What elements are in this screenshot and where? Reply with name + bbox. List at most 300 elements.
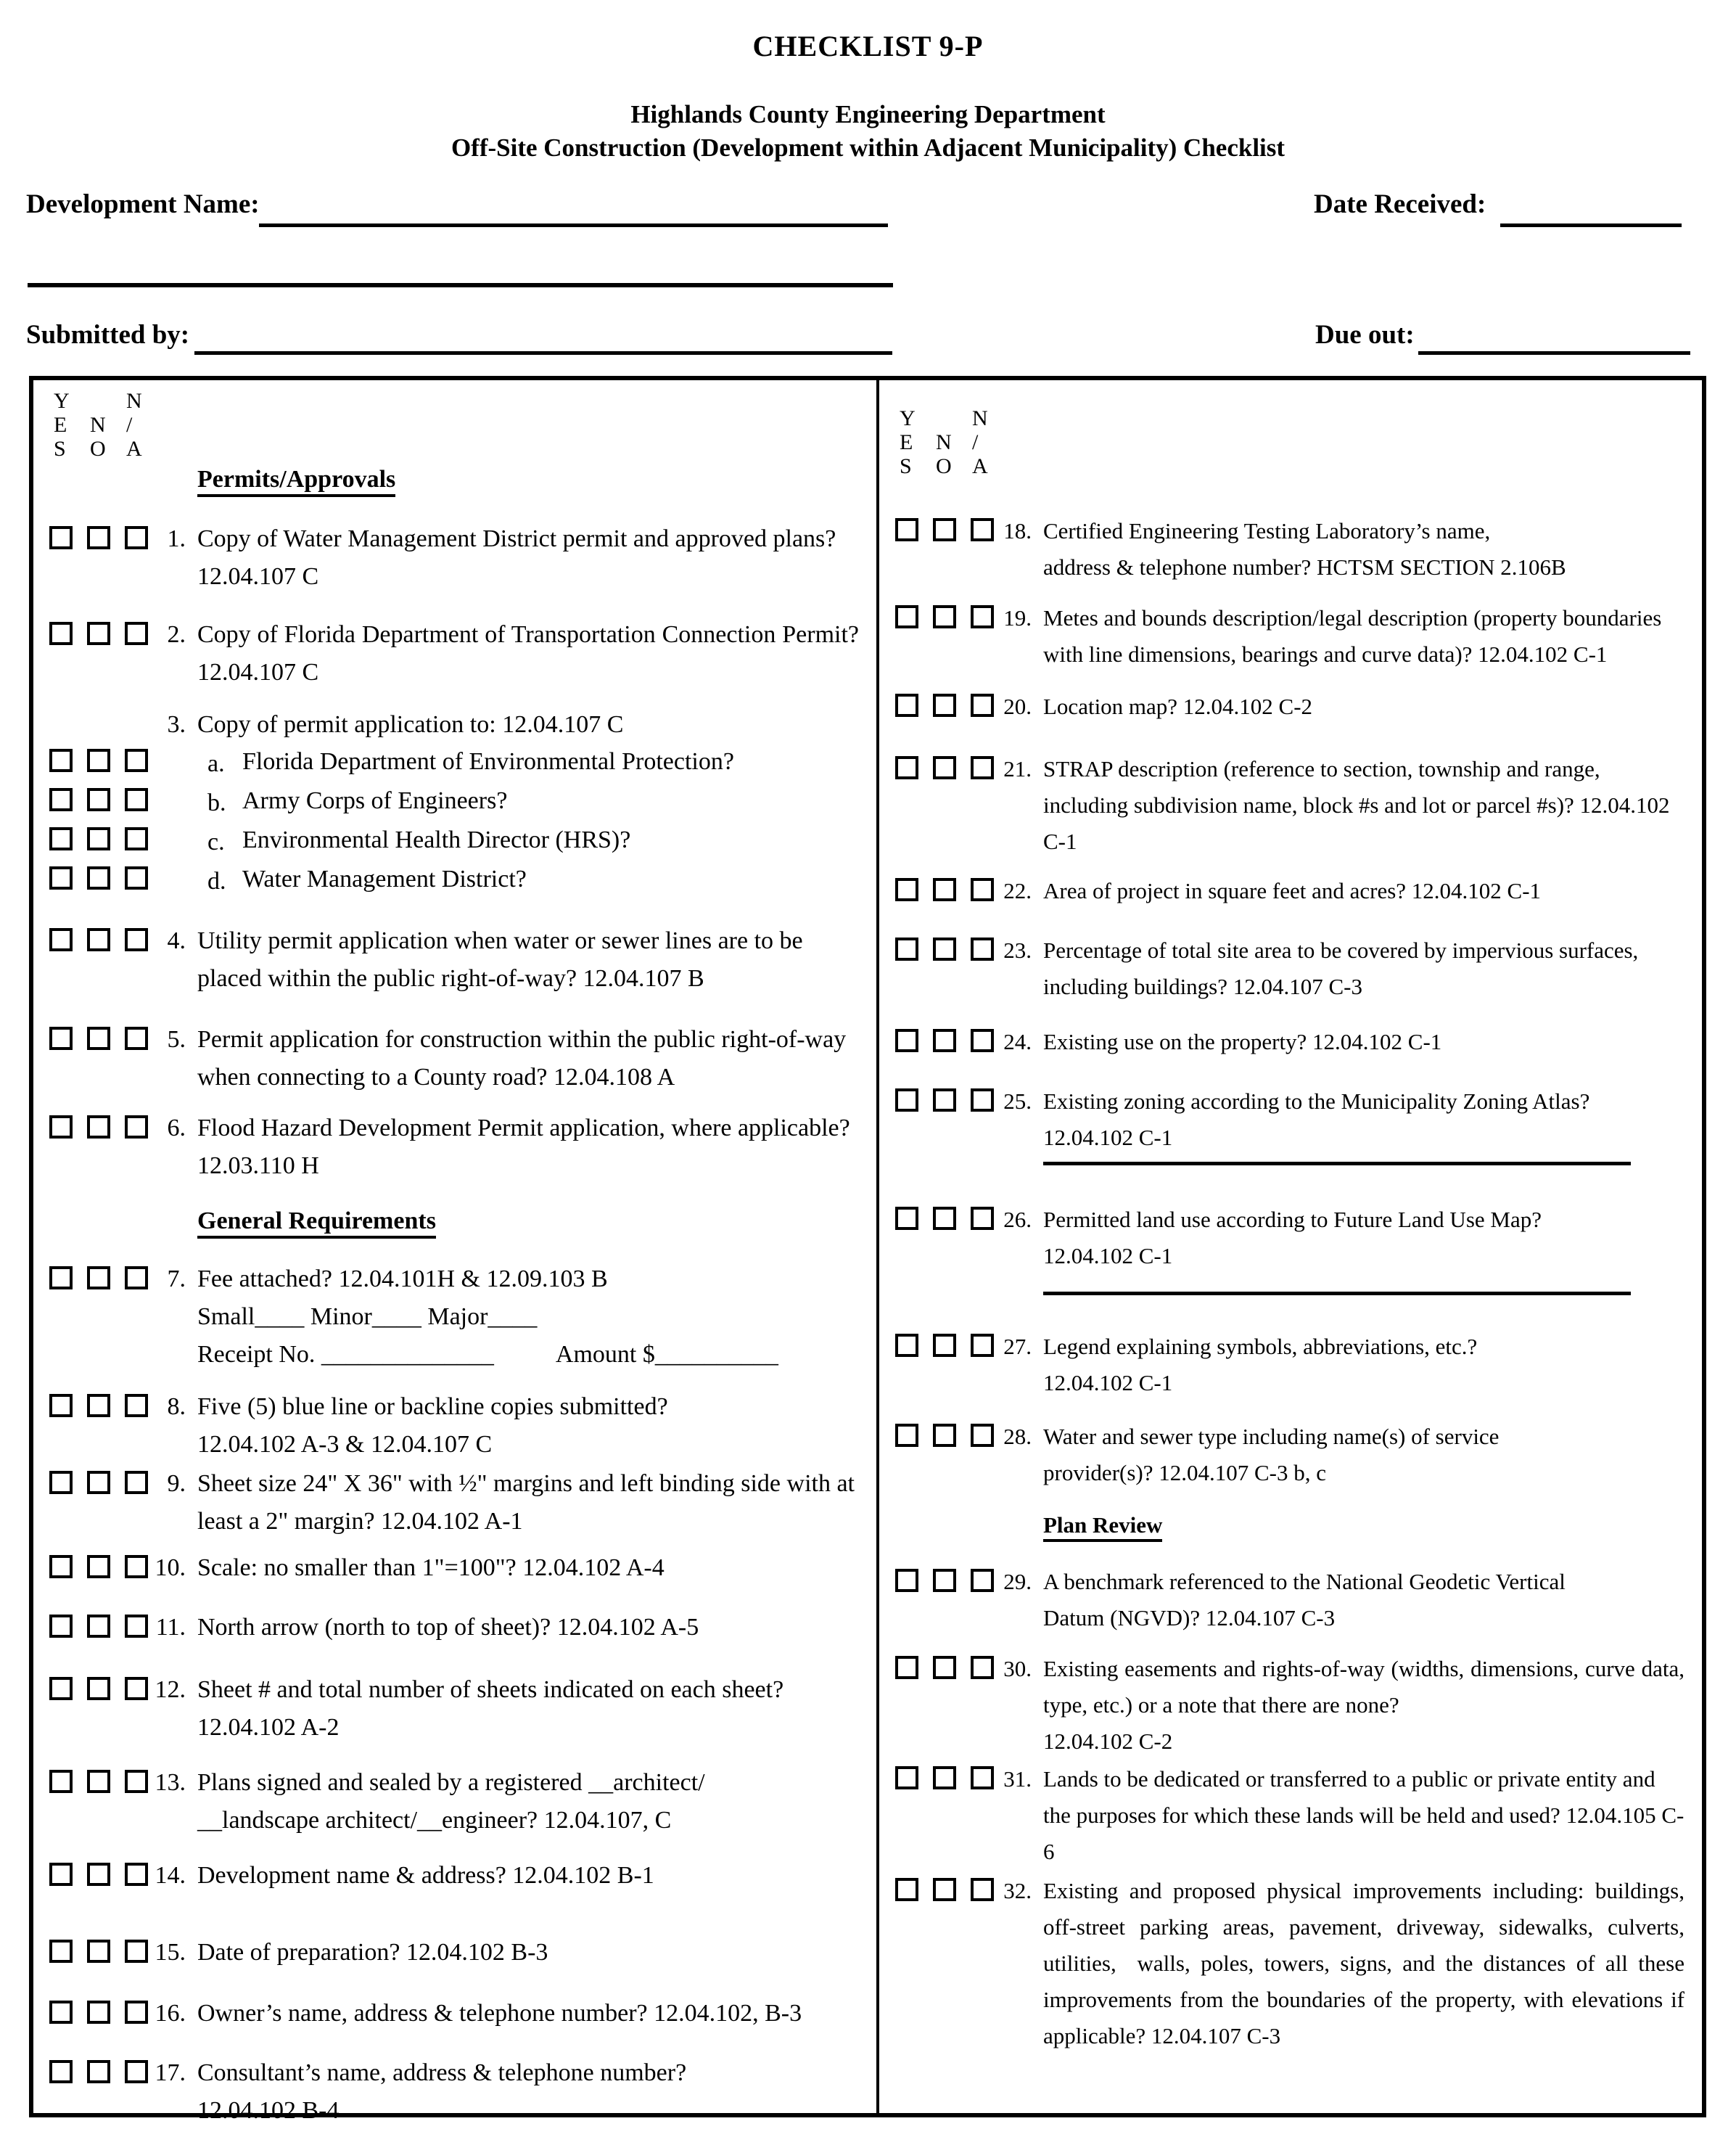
- checkbox-group: [895, 1419, 994, 1447]
- form-title: Off-Site Construction (Development within Adjacent Municipality) Checklist: [451, 134, 1285, 162]
- section-heading-text: Permits/Approvals: [197, 466, 395, 497]
- item-number: 28.: [1003, 1424, 1032, 1449]
- checklist-item: [895, 1651, 1693, 1760]
- checkbox-yes[interactable]: [49, 1863, 73, 1886]
- item-text: [1043, 932, 1693, 1005]
- checkbox-no[interactable]: [933, 1207, 956, 1230]
- item-text: [197, 1465, 868, 1541]
- checkbox-no[interactable]: [87, 622, 110, 645]
- checkbox-no[interactable]: [87, 1555, 110, 1578]
- answer-blank-line[interactable]: [1043, 1292, 1631, 1295]
- item-number: 25.: [1003, 1088, 1032, 1114]
- checklist-item: [895, 751, 1693, 860]
- checklist-item: [49, 1465, 868, 1541]
- checkbox-group: [49, 784, 148, 811]
- item-text: [1043, 1761, 1693, 1870]
- checkbox-na[interactable]: [125, 1615, 148, 1638]
- checkbox-na[interactable]: [125, 1940, 148, 1963]
- submitted-by-label: Submitted by:: [26, 320, 190, 350]
- checkbox-yes[interactable]: [49, 1615, 73, 1638]
- checkbox-group: [49, 1609, 148, 1638]
- item-text: [197, 1857, 868, 1895]
- item-number: 7.: [167, 1265, 186, 1292]
- checkbox-yes[interactable]: [49, 1115, 73, 1139]
- checkbox-yes[interactable]: [49, 622, 73, 645]
- checkbox-no[interactable]: [87, 928, 110, 951]
- checklist-item: [49, 1995, 868, 2032]
- yes-no-na-letter: E: [54, 413, 67, 437]
- subitem-text: [242, 784, 868, 817]
- item-number: 1.: [167, 525, 186, 552]
- item-text-line: 12.04.102 C-1: [1043, 1370, 1173, 1395]
- checkbox-group: [49, 922, 148, 951]
- item-text: [1043, 1419, 1693, 1491]
- checklist-item: [895, 873, 1693, 909]
- checkbox-no[interactable]: [933, 518, 956, 541]
- checkbox-no[interactable]: [933, 1569, 956, 1592]
- due-out-field[interactable]: [1418, 319, 1690, 355]
- answer-blank-line[interactable]: [1043, 1162, 1631, 1165]
- checkbox-no[interactable]: [933, 1878, 956, 1901]
- checkbox-no[interactable]: [933, 1334, 956, 1357]
- item-text-line: Utility permit application when water or sewer lines are to be placed within the public right-of-way? 12.04.107 B: [197, 927, 810, 992]
- checkbox-no[interactable]: [87, 1677, 110, 1700]
- item-text-line: STRAP description (reference to section, township and range, including subdivision name, block #s and lot or parcel #s)? 12.04.102 C-1: [1043, 756, 1676, 854]
- checkbox-na[interactable]: [971, 1424, 994, 1447]
- checkbox-no[interactable]: [87, 1940, 110, 1963]
- item-number: 31.: [1003, 1766, 1032, 1792]
- checkbox-yes[interactable]: [49, 1394, 73, 1417]
- item-text-line: Scale: no smaller than 1"=100"? 12.04.102 A-4: [197, 1554, 665, 1581]
- checkbox-yes[interactable]: [49, 749, 73, 772]
- checkbox-yes[interactable]: [895, 1569, 918, 1592]
- checkbox-group: [895, 689, 994, 717]
- subitem-text: [242, 745, 868, 778]
- checkbox-no[interactable]: [87, 1266, 110, 1289]
- checkbox-group: [895, 600, 994, 628]
- subitem-text: [242, 824, 868, 856]
- checkbox-group: [49, 1549, 148, 1578]
- checkbox-no[interactable]: [87, 866, 110, 890]
- yes-no-na-header: [54, 389, 868, 461]
- checkbox-yes[interactable]: [49, 526, 73, 549]
- checkbox-na[interactable]: [125, 1863, 148, 1886]
- checkbox-no[interactable]: [87, 1863, 110, 1886]
- development-name-field-line2[interactable]: [28, 251, 893, 287]
- item-text-line: 12.04.102 C-1: [1043, 1243, 1173, 1268]
- item-number: 22.: [1003, 878, 1032, 903]
- yes-no-na-letter: O: [936, 454, 952, 478]
- page-title: CHECKLIST 9-P: [752, 30, 984, 62]
- checkbox-group: [49, 1260, 148, 1289]
- item-text-line: Copy of Florida Department of Transportation Connection Permit? 12.04.107 C: [197, 621, 865, 686]
- checklist-item: [895, 1761, 1693, 1870]
- checkbox-no[interactable]: [933, 878, 956, 901]
- item-text-line: Consultant’s name, address & telephone number?: [197, 2059, 687, 2086]
- checkbox-na[interactable]: [971, 1207, 994, 1230]
- column-left: [33, 380, 879, 2124]
- yes-no-na-letter: A: [972, 454, 988, 478]
- checklist-item: [49, 520, 868, 596]
- checkbox-group: [49, 1465, 148, 1494]
- item-text-line: address & telephone number? HCTSM SECTION 2.106B: [1043, 554, 1566, 580]
- date-received-label: Date Received:: [1314, 189, 1486, 219]
- yes-no-na-letter: [90, 389, 126, 413]
- item-text: [1043, 1202, 1693, 1274]
- checkbox-yes[interactable]: [895, 1656, 918, 1679]
- checklist-table: [29, 376, 1706, 2124]
- item-number: 14.: [155, 1862, 186, 1889]
- subitem-letter: c.: [207, 829, 225, 856]
- item-text-line: 12.04.102 B-4: [197, 2097, 340, 2124]
- item-text-line: 12.04.102 C-2: [1043, 1728, 1173, 1754]
- item-text: [197, 616, 868, 692]
- item-number: 26.: [1003, 1207, 1032, 1232]
- development-name-field[interactable]: [259, 192, 888, 227]
- item-number: 3.: [167, 711, 186, 738]
- checkbox-no[interactable]: [933, 1088, 956, 1112]
- checklist-subitem: [49, 863, 868, 901]
- checklist-item: [49, 922, 868, 998]
- item-text-line: Receipt No. ______________ Amount $__________: [197, 1341, 778, 1368]
- checkbox-group: [49, 1995, 148, 2024]
- item-text-line: North arrow (north to top of sheet)? 12.04.102 A-5: [197, 1614, 699, 1641]
- item-text: [197, 1109, 868, 1185]
- checkbox-no[interactable]: [933, 938, 956, 961]
- checkbox-yes[interactable]: [895, 1424, 918, 1447]
- item-number: 10.: [155, 1554, 186, 1581]
- item-text-line: 12.04.102 A-2: [197, 1714, 340, 1741]
- checkbox-yes[interactable]: [49, 1027, 73, 1050]
- section-heading-text: General Requirements: [197, 1207, 436, 1239]
- subitem-text: [242, 863, 868, 895]
- item-text-line: Flood Hazard Development Permit application, where applicable? 12.03.110 H: [197, 1115, 857, 1179]
- checkbox-na[interactable]: [971, 694, 994, 717]
- checkbox-group: [895, 1083, 994, 1112]
- item-number: 27.: [1003, 1334, 1032, 1359]
- checkbox-na[interactable]: [971, 1656, 994, 1679]
- checkbox-yes[interactable]: [895, 694, 918, 717]
- checkbox-yes[interactable]: [49, 1940, 73, 1963]
- checkbox-na[interactable]: [125, 788, 148, 811]
- checkbox-no[interactable]: [933, 1424, 956, 1447]
- checklist-item: [49, 1764, 868, 1839]
- item-text: [197, 520, 868, 596]
- checklist-item: [49, 1260, 868, 1374]
- yes-no-na-letter: N: [90, 413, 106, 437]
- subitem-letter: b.: [207, 789, 226, 816]
- item-number: 2.: [167, 621, 186, 648]
- checkbox-no[interactable]: [933, 1029, 956, 1052]
- checkbox-yes[interactable]: [895, 756, 918, 779]
- item-number: 29.: [1003, 1569, 1032, 1594]
- item-text-line: Five (5) blue line or backline copies submitted?: [197, 1393, 668, 1420]
- item-text-line: Existing easements and rights-of-way (widths, dimensions, curve data, type, etc.) or a note that there are none?: [1043, 1656, 1690, 1718]
- checkbox-na[interactable]: [125, 526, 148, 549]
- item-number: 24.: [1003, 1029, 1032, 1054]
- checkbox-yes[interactable]: [49, 788, 73, 811]
- checkbox-na[interactable]: [971, 605, 994, 628]
- item-text-line: Permit application for construction within the public right-of-way when connecting to a County road? 12.04.108 A: [197, 1026, 852, 1091]
- checkbox-no[interactable]: [87, 827, 110, 850]
- item-text: [1043, 873, 1693, 909]
- item-text-line: Copy of Water Management District permit and approved plans? 12.04.107 C: [197, 525, 842, 590]
- checklist-subitem: [49, 784, 868, 822]
- checkbox-no[interactable]: [87, 1615, 110, 1638]
- checkbox-na[interactable]: [971, 518, 994, 541]
- item-text-line: Copy of permit application to: 12.04.107 C: [197, 711, 624, 738]
- checkbox-yes[interactable]: [895, 1029, 918, 1052]
- item-text-line: __landscape architect/__engineer? 12.04.107, C: [197, 1807, 672, 1834]
- checkbox-no[interactable]: [87, 749, 110, 772]
- checkbox-yes[interactable]: [895, 518, 918, 541]
- item-text: [1043, 1083, 1693, 1156]
- item-text: [197, 922, 868, 998]
- checklist-item: [895, 600, 1693, 673]
- item-text: [197, 1764, 868, 1839]
- item-text-line: Fee attached? 12.04.101H & 12.09.103 B: [197, 1265, 608, 1292]
- development-name-label: Development Name:: [26, 189, 260, 219]
- checkbox-yes[interactable]: [895, 1878, 918, 1901]
- subitem-letter: a.: [207, 750, 225, 777]
- checkbox-no[interactable]: [87, 2060, 110, 2083]
- item-text: [197, 1260, 868, 1374]
- checkbox-na[interactable]: [125, 1471, 148, 1494]
- checkbox-na[interactable]: [125, 1115, 148, 1139]
- checkbox-group: [895, 1024, 994, 1052]
- item-text-line: Plans signed and sealed by a registered __architect/: [197, 1769, 705, 1796]
- checkbox-na[interactable]: [125, 827, 148, 850]
- checkbox-group: [49, 616, 148, 645]
- checklist-item: [49, 1549, 868, 1587]
- item-text: [1043, 513, 1693, 586]
- checkbox-no[interactable]: [933, 1656, 956, 1679]
- checkbox-na[interactable]: [125, 1555, 148, 1578]
- checkbox-na[interactable]: [971, 756, 994, 779]
- item-text-line: Date of preparation? 12.04.102 B-3: [197, 1939, 548, 1966]
- item-text-line: Location map? 12.04.102 C-2: [1043, 694, 1313, 719]
- checkbox-no[interactable]: [87, 1770, 110, 1793]
- checklist-item: [49, 1021, 868, 1096]
- checkbox-na[interactable]: [971, 1334, 994, 1357]
- checkbox-no[interactable]: [933, 694, 956, 717]
- item-number: 20.: [1003, 694, 1032, 719]
- item-number: 11.: [155, 1614, 186, 1641]
- checkbox-na[interactable]: [125, 622, 148, 645]
- item-text-line: Sheet size 24" X 36" with ½" margins and left binding side with at least a 2" margin? 12.04.102 A-1: [197, 1470, 861, 1535]
- checkbox-yes[interactable]: [49, 1555, 73, 1578]
- yes-no-na-letter: O: [90, 437, 106, 461]
- yes-no-na-letter: [936, 406, 972, 430]
- yes-no-na-letter: N: [126, 389, 142, 413]
- checkbox-group: [895, 751, 994, 779]
- checkbox-na[interactable]: [125, 2001, 148, 2024]
- checklist-item: [895, 932, 1693, 1005]
- checklist-item: [49, 616, 868, 692]
- checklist-item: [895, 513, 1693, 586]
- checkbox-yes[interactable]: [49, 1471, 73, 1494]
- checklist-subitem: [49, 824, 868, 861]
- checkbox-na[interactable]: [125, 749, 148, 772]
- item-number: 16.: [155, 2000, 186, 2027]
- checklist-item: [49, 1934, 868, 1972]
- submitted-by-field[interactable]: [194, 319, 892, 355]
- item-text-line: Sheet # and total number of sheets indicated on each sheet?: [197, 1676, 784, 1703]
- checkbox-na[interactable]: [125, 866, 148, 890]
- checkbox-yes[interactable]: [49, 1677, 73, 1700]
- checkbox-yes[interactable]: [49, 1266, 73, 1289]
- item-number: 17.: [155, 2059, 186, 2086]
- checkbox-group: [49, 2054, 148, 2083]
- checkbox-yes[interactable]: [895, 1207, 918, 1230]
- item-text: [1043, 1024, 1693, 1060]
- checkbox-na[interactable]: [125, 2060, 148, 2083]
- checkbox-yes[interactable]: [49, 2060, 73, 2083]
- checkbox-no[interactable]: [87, 1471, 110, 1494]
- item-text: [197, 1021, 868, 1096]
- checkbox-no[interactable]: [87, 2001, 110, 2024]
- item-text-line: Area of project in square feet and acres? 12.04.102 C-1: [1043, 878, 1542, 903]
- item-text-line: Water and sewer type including name(s) of service: [1043, 1424, 1500, 1449]
- item-text: [197, 1549, 868, 1587]
- checkbox-no[interactable]: [933, 756, 956, 779]
- checkbox-no[interactable]: [933, 1766, 956, 1789]
- section-heading-text: Plan Review: [1043, 1512, 1162, 1542]
- item-text-line: Existing use on the property? 12.04.102 C-1: [1043, 1029, 1442, 1054]
- checklist-item: [895, 1024, 1693, 1060]
- checkbox-no[interactable]: [933, 605, 956, 628]
- checkbox-yes[interactable]: [49, 827, 73, 850]
- checkbox-group: [49, 706, 148, 712]
- section-heading: [1043, 1507, 1693, 1543]
- checkbox-yes[interactable]: [895, 605, 918, 628]
- item-text-line: Datum (NGVD)? 12.04.107 C-3: [1043, 1605, 1336, 1630]
- checkbox-group: [895, 1873, 994, 1901]
- item-number: 6.: [167, 1115, 186, 1141]
- yes-no-na-letter: N: [972, 406, 988, 430]
- checkbox-na[interactable]: [971, 878, 994, 901]
- checkbox-group: [49, 824, 148, 850]
- checkbox-no[interactable]: [87, 1394, 110, 1417]
- checkbox-yes[interactable]: [49, 866, 73, 890]
- checkbox-no[interactable]: [87, 526, 110, 549]
- date-received-field[interactable]: [1500, 192, 1682, 227]
- subitem-line: Environmental Health Director (HRS)?: [242, 826, 631, 853]
- yes-no-na-letter: A: [126, 437, 142, 461]
- checklist-item: [895, 1873, 1693, 2054]
- item-text-line: Legend explaining symbols, abbreviations, etc.?: [1043, 1334, 1478, 1359]
- checkbox-group: [895, 1202, 994, 1230]
- yes-no-na-header: [900, 406, 1693, 478]
- item-number: 21.: [1003, 756, 1032, 782]
- checkbox-no[interactable]: [87, 1027, 110, 1050]
- checkbox-na[interactable]: [125, 1394, 148, 1417]
- checkbox-group: [895, 1761, 994, 1789]
- checklist-item: [49, 1857, 868, 1895]
- item-text: [1043, 600, 1693, 673]
- item-text: [197, 706, 868, 744]
- checkbox-group: [49, 520, 148, 549]
- item-number: 9.: [167, 1470, 186, 1497]
- checkbox-yes[interactable]: [895, 878, 918, 901]
- section-heading: [197, 461, 868, 499]
- checkbox-na[interactable]: [971, 1029, 994, 1052]
- item-number: 13.: [155, 1769, 186, 1796]
- item-text: [1043, 1564, 1693, 1636]
- item-text: [1043, 751, 1693, 860]
- checkbox-yes[interactable]: [49, 1770, 73, 1793]
- yes-no-na-letter: /: [126, 413, 133, 437]
- checkbox-na[interactable]: [971, 1766, 994, 1789]
- checkbox-yes[interactable]: [49, 928, 73, 951]
- checklist-item: [895, 1564, 1693, 1636]
- checkbox-na[interactable]: [971, 1569, 994, 1592]
- checkbox-yes[interactable]: [895, 1766, 918, 1789]
- checkbox-na[interactable]: [125, 928, 148, 951]
- checkbox-na[interactable]: [125, 1027, 148, 1050]
- checkbox-group: [49, 1388, 148, 1417]
- checkbox-yes[interactable]: [895, 938, 918, 961]
- item-text-line: provider(s)? 12.04.107 C-3 b, c: [1043, 1460, 1326, 1485]
- item-text: [197, 1995, 868, 2032]
- checklist-item: [895, 1083, 1693, 1156]
- checklist-item: [49, 1671, 868, 1747]
- checkbox-group: [895, 513, 994, 541]
- checkbox-na[interactable]: [971, 1088, 994, 1112]
- subitem-letter: d.: [207, 868, 226, 895]
- item-number: 23.: [1003, 938, 1032, 963]
- checkbox-group: [895, 1651, 994, 1679]
- checkbox-no[interactable]: [87, 788, 110, 811]
- checkbox-na[interactable]: [125, 1677, 148, 1700]
- item-text-line: Permitted land use according to Future Land Use Map?: [1043, 1207, 1542, 1232]
- item-text: [197, 1671, 868, 1747]
- item-number: 32.: [1003, 1878, 1032, 1903]
- department-name: Highlands County Engineering Department: [630, 100, 1106, 128]
- checklist-item: [49, 1388, 868, 1464]
- checkbox-yes[interactable]: [895, 1334, 918, 1357]
- checkbox-group: [49, 1671, 148, 1700]
- item-text: [1043, 1873, 1693, 2054]
- checklist-item: [49, 706, 868, 744]
- checkbox-group: [49, 745, 148, 772]
- column-right: [879, 380, 1702, 2113]
- checkbox-na[interactable]: [125, 1770, 148, 1793]
- item-number: 19.: [1003, 605, 1032, 631]
- checkbox-yes[interactable]: [49, 2001, 73, 2024]
- checkbox-na[interactable]: [971, 1878, 994, 1901]
- checklist-item: [895, 1419, 1693, 1491]
- checkbox-na[interactable]: [125, 1266, 148, 1289]
- item-text-line: Development name & address? 12.04.102 B-1: [197, 1862, 654, 1889]
- checklist-item: [895, 1329, 1693, 1401]
- item-text-line: Lands to be dedicated or transferred to a public or private entity and the purposes for which these lands will be held and used? 12.04.105 C-6: [1043, 1766, 1684, 1864]
- checkbox-no[interactable]: [87, 1115, 110, 1139]
- yes-no-na-letter: S: [54, 437, 66, 461]
- checkbox-yes[interactable]: [895, 1088, 918, 1112]
- item-text-line: Percentage of total site area to be covered by impervious surfaces, including buildings? 12.04.107 C-3: [1043, 938, 1645, 999]
- item-number: 4.: [167, 927, 186, 954]
- item-text-line: Small____ Minor____ Major____: [197, 1303, 538, 1330]
- checkbox-na[interactable]: [971, 938, 994, 961]
- yes-no-na-letter: /: [972, 430, 979, 454]
- yes-no-na-letter: S: [900, 454, 912, 478]
- checkbox-group: [895, 873, 994, 901]
- subitem-line: Army Corps of Engineers?: [242, 787, 508, 814]
- item-text: [197, 2054, 868, 2129]
- checkbox-group: [895, 1329, 994, 1357]
- item-number: 8.: [167, 1393, 186, 1420]
